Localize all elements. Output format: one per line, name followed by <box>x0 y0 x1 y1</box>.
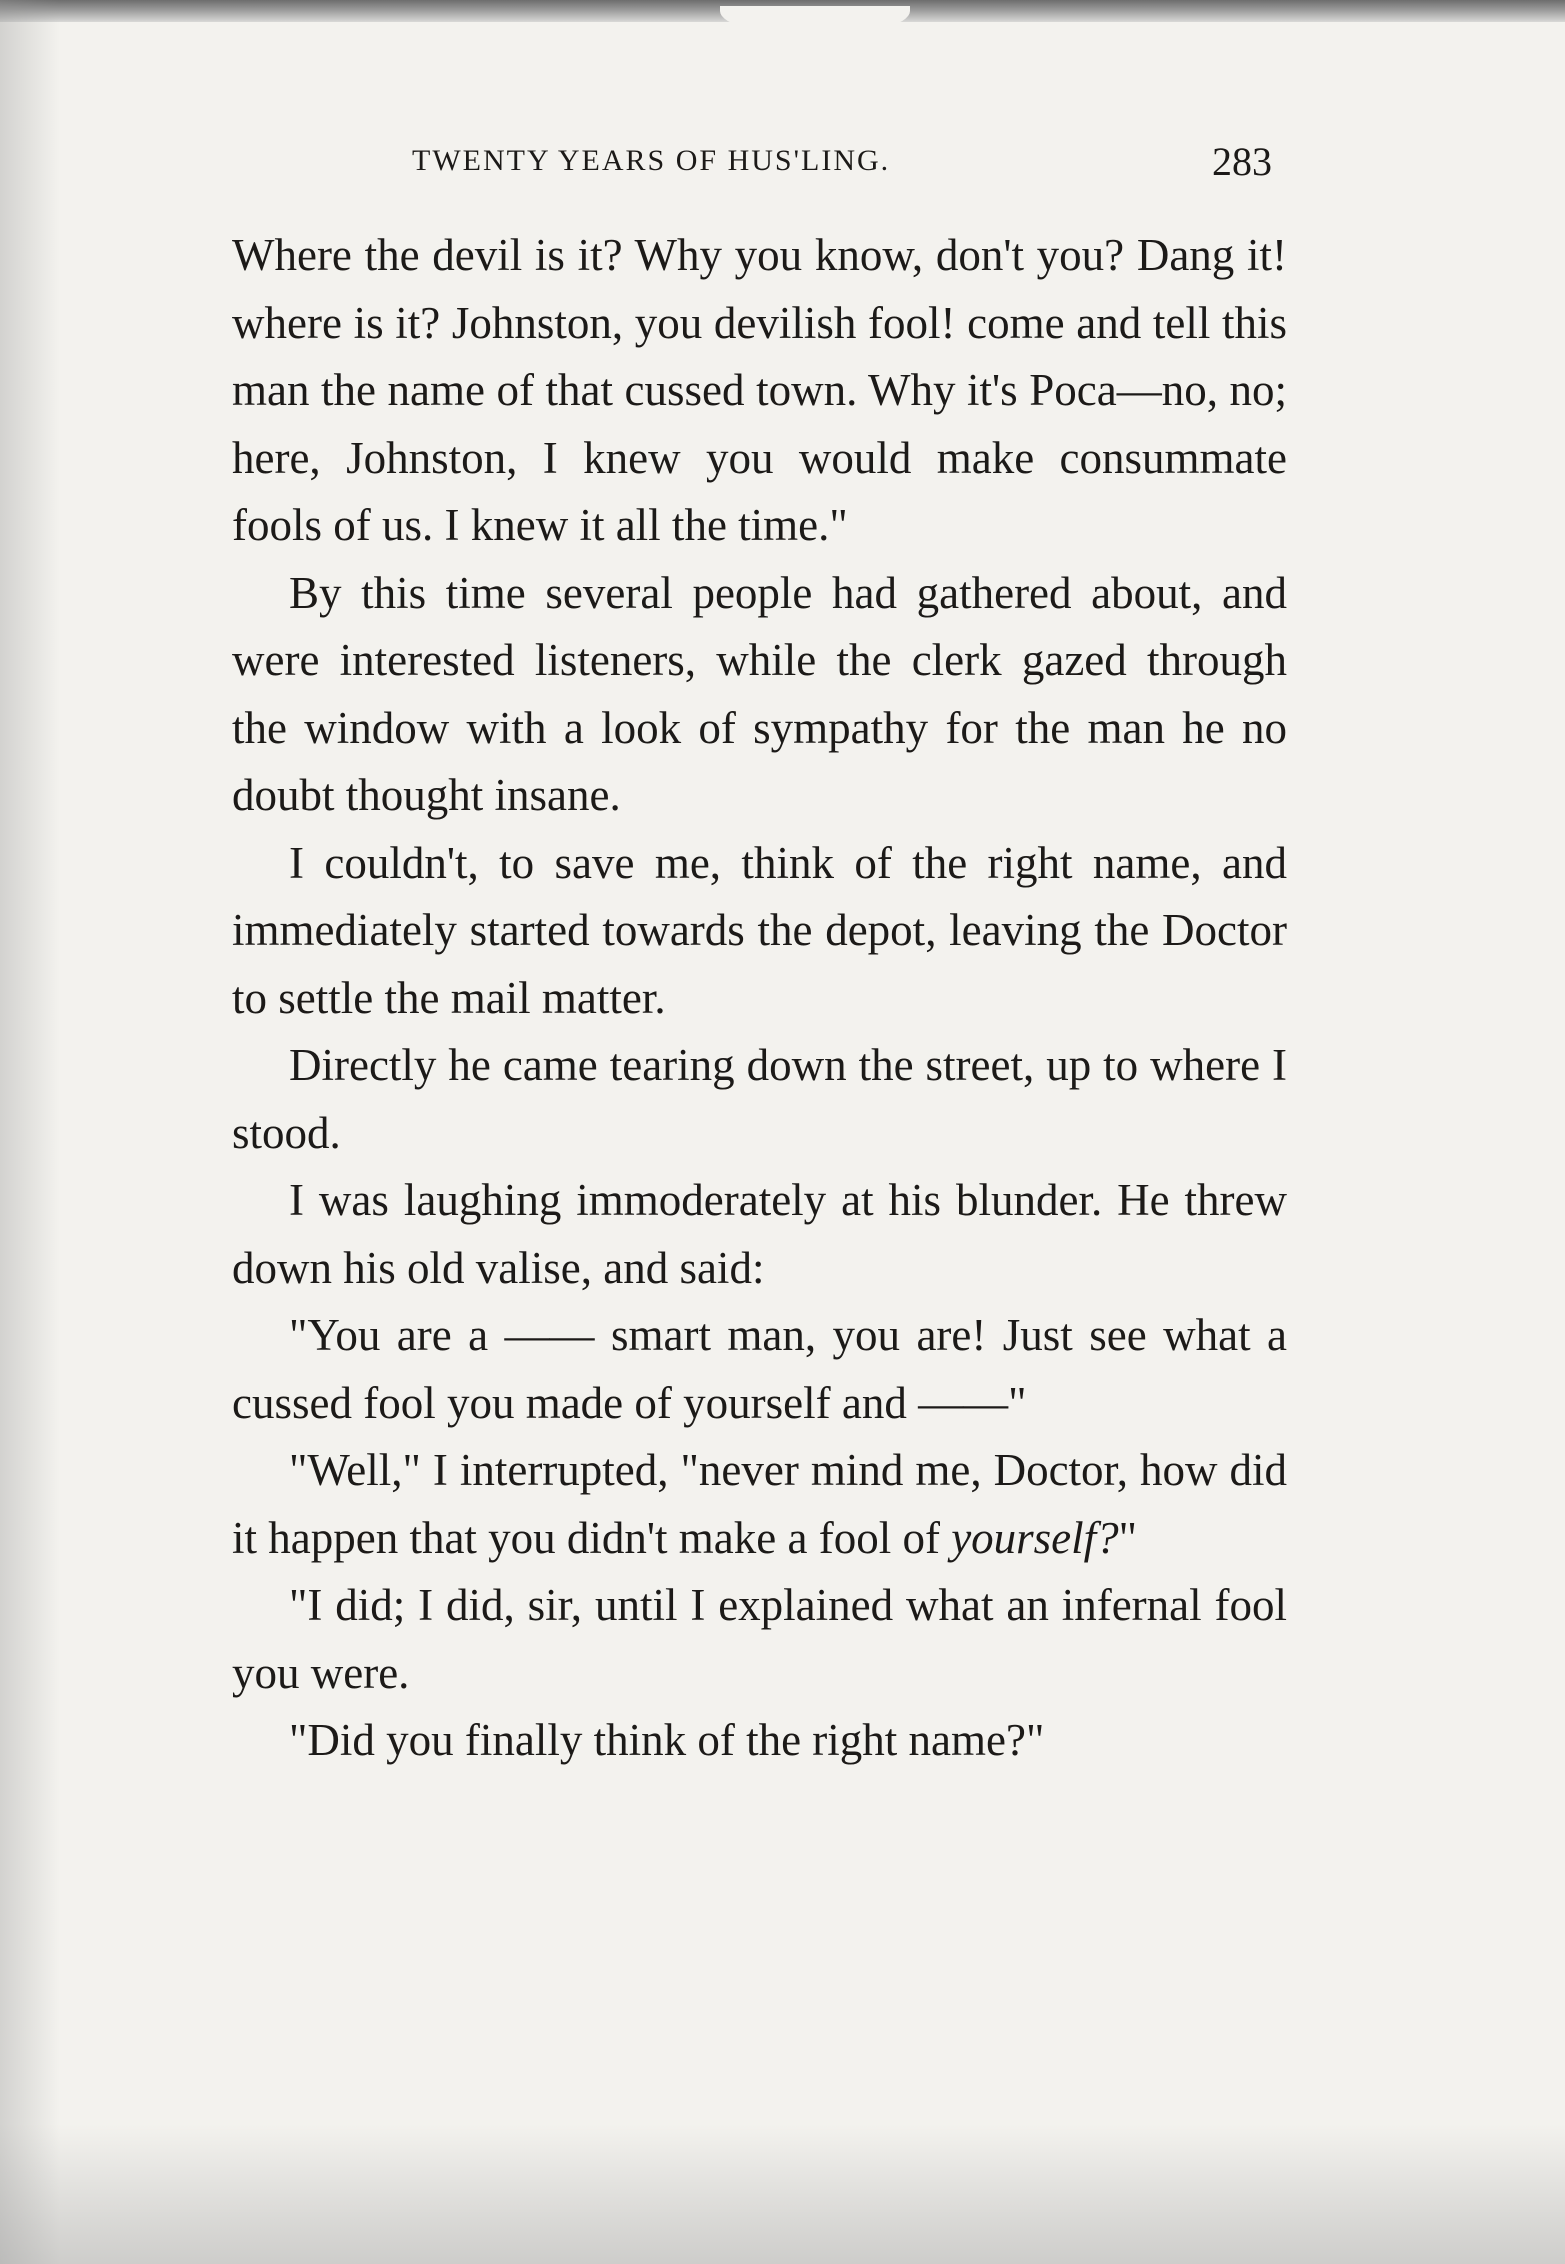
paragraph <box>232 1437 1287 1572</box>
page-header <box>0 138 1565 198</box>
paragraph: By this time several people had gathered about, and were interested listeners, while the clerk gazed through the window with a look of sympathy for the man he no doubt thought insane. <box>232 567 1287 820</box>
paragraph-text: "Well," I interrupted, "never mind me, Doctor, how did it happen that you didn't make a fool of <box>232 1445 1287 1563</box>
page-number: 283 <box>1212 139 1272 184</box>
paragraph: "You are a —— smart man, you are! Just see what a cussed fool you made of yourself and ——" <box>232 1310 1287 1428</box>
running-title: TWENTY YEARS OF HUS'LING. <box>412 144 891 177</box>
scan-edge-left <box>0 0 60 2264</box>
paragraph: I couldn't, to save me, think of the right name, and immediately started towards the depot, leaving the Doctor to settle the mail matter. <box>232 837 1287 1023</box>
paragraph: "Did you finally think of the right name?" <box>289 1715 1045 1765</box>
paragraph: Directly he came tearing down the street, up to where I stood. <box>232 1040 1287 1158</box>
closing-quote: " <box>1118 1512 1138 1563</box>
paragraph: I was laughing immoderately at his blunder. He threw down his old valise, and said: <box>232 1175 1287 1293</box>
page-body <box>232 222 1287 1775</box>
scan-edge-bottom <box>0 2124 1565 2264</box>
scan-edge-notch <box>720 6 910 36</box>
paragraph: "I did; I did, sir, until I explained what an infernal fool you were. <box>232 1580 1287 1698</box>
italic-text: yourself? <box>951 1512 1119 1563</box>
paragraph-continued: Where the devil is it? Why you know, don't you? Dang it! where is it? Johnston, you devilish fool! come and tell this man the name of that cussed town. Why it's Poca—no, no; here, Johnston, I knew you would make consummate fools of us. I knew it all the time." <box>232 230 1287 550</box>
